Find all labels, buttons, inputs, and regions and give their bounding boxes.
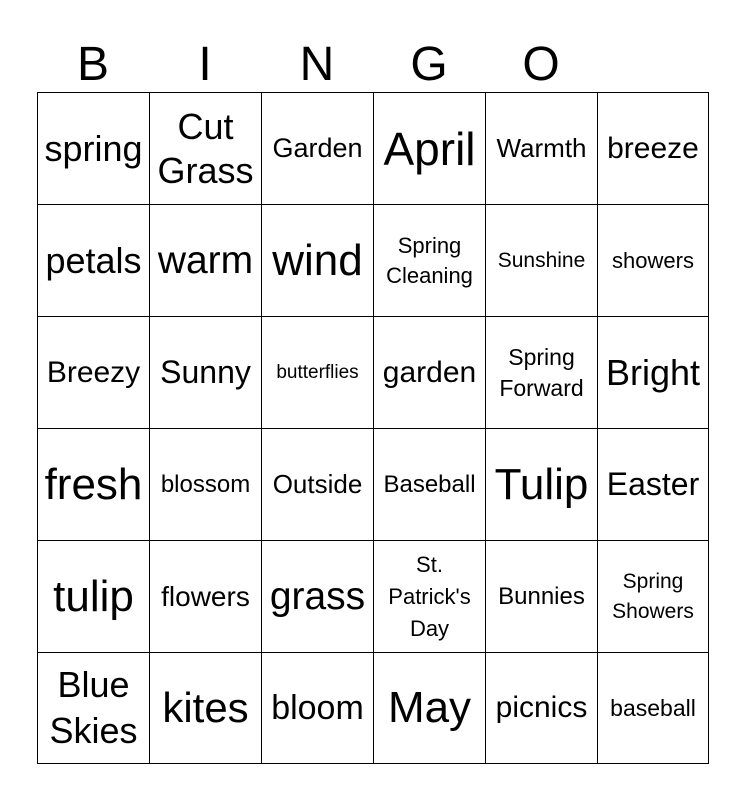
bingo-cell[interactable]: [37, 428, 149, 540]
bingo-cell[interactable]: [597, 204, 709, 316]
cell-text: flowers: [161, 580, 250, 612]
bingo-cell[interactable]: [37, 92, 149, 204]
bingo-cell[interactable]: [485, 316, 597, 428]
cell-text: picnics: [495, 691, 588, 724]
cell-text: Bright: [605, 351, 701, 393]
cell-text: breeze: [607, 131, 699, 165]
cell-text: Blue Skies: [49, 664, 138, 751]
cell-text: Breezy: [46, 355, 141, 389]
bingo-cell[interactable]: [37, 316, 149, 428]
bingo-cell[interactable]: [149, 652, 261, 764]
cell-text: Easter: [606, 466, 700, 502]
cell-text: April: [383, 122, 476, 175]
bingo-cell[interactable]: [37, 204, 149, 316]
bingo-cell[interactable]: [373, 428, 485, 540]
header-letter-g: G: [410, 38, 448, 91]
cell-text: Sunny: [160, 354, 251, 390]
bingo-cell[interactable]: [597, 428, 709, 540]
bingo-cell[interactable]: [597, 540, 709, 652]
bingo-board: [37, 92, 709, 764]
cell-text: baseball: [610, 694, 696, 721]
bingo-cell[interactable]: [149, 316, 261, 428]
cell-text: Bunnies: [498, 582, 585, 610]
cell-text: fresh: [44, 459, 143, 509]
bingo-cell[interactable]: [485, 92, 597, 204]
cell-text: Spring Forward: [499, 343, 584, 401]
cell-text: garden: [382, 355, 477, 389]
cell-text: Garden: [272, 133, 363, 163]
bingo-cell[interactable]: [261, 428, 373, 540]
bingo-cell[interactable]: [373, 316, 485, 428]
cell-text: grass: [269, 574, 366, 618]
cell-text: spring: [44, 127, 143, 169]
bingo-cell[interactable]: [37, 652, 149, 764]
bingo-cell[interactable]: [373, 92, 485, 204]
cell-text: kites: [162, 684, 249, 731]
bingo-cell[interactable]: [373, 204, 485, 316]
cell-text: petals: [45, 239, 142, 281]
cell-text: Warmth: [496, 133, 587, 163]
bingo-cell[interactable]: [485, 428, 597, 540]
bingo-cell[interactable]: [485, 540, 597, 652]
cell-text: blossom: [160, 470, 251, 498]
bingo-cell[interactable]: [261, 204, 373, 316]
header-letter-n: N: [299, 38, 335, 91]
bingo-cell[interactable]: [261, 316, 373, 428]
cell-text: Spring Showers: [612, 569, 694, 623]
bingo-cell[interactable]: [597, 92, 709, 204]
bingo-cell[interactable]: [373, 540, 485, 652]
cell-text: Cut Grass: [157, 105, 254, 191]
cell-text: Outside: [272, 469, 363, 499]
cell-text: showers: [612, 247, 694, 273]
bingo-cell[interactable]: [149, 428, 261, 540]
bingo-cell[interactable]: [149, 92, 261, 204]
bingo-cell[interactable]: [149, 204, 261, 316]
cell-text: warm: [157, 238, 254, 282]
bingo-cell[interactable]: [261, 652, 373, 764]
cell-text: bloom: [271, 688, 364, 727]
bingo-cell[interactable]: [261, 540, 373, 652]
bingo-cell[interactable]: [597, 652, 709, 764]
cell-text: Sunshine: [497, 248, 586, 272]
bingo-cell[interactable]: [149, 540, 261, 652]
bingo-cell[interactable]: [37, 540, 149, 652]
cell-text: St. Patrick's Day: [388, 551, 471, 641]
bingo-cell[interactable]: [597, 316, 709, 428]
cell-text: Spring Cleaning: [386, 232, 473, 288]
cell-text: Tulip: [494, 459, 589, 509]
cell-text: tulip: [53, 571, 134, 621]
cell-text: Baseball: [383, 470, 476, 498]
bingo-cell[interactable]: [373, 652, 485, 764]
bingo-cell[interactable]: [261, 92, 373, 204]
cell-text: wind: [272, 235, 363, 285]
cell-text: butterflies: [276, 361, 359, 383]
cell-text: May: [387, 683, 472, 732]
bingo-header: [37, 38, 709, 92]
bingo-cell[interactable]: [485, 652, 597, 764]
header-letter-i: I: [198, 38, 212, 91]
header-letter-b: B: [76, 38, 109, 91]
bingo-cell[interactable]: [485, 204, 597, 316]
header-letter-o: O: [522, 38, 560, 91]
